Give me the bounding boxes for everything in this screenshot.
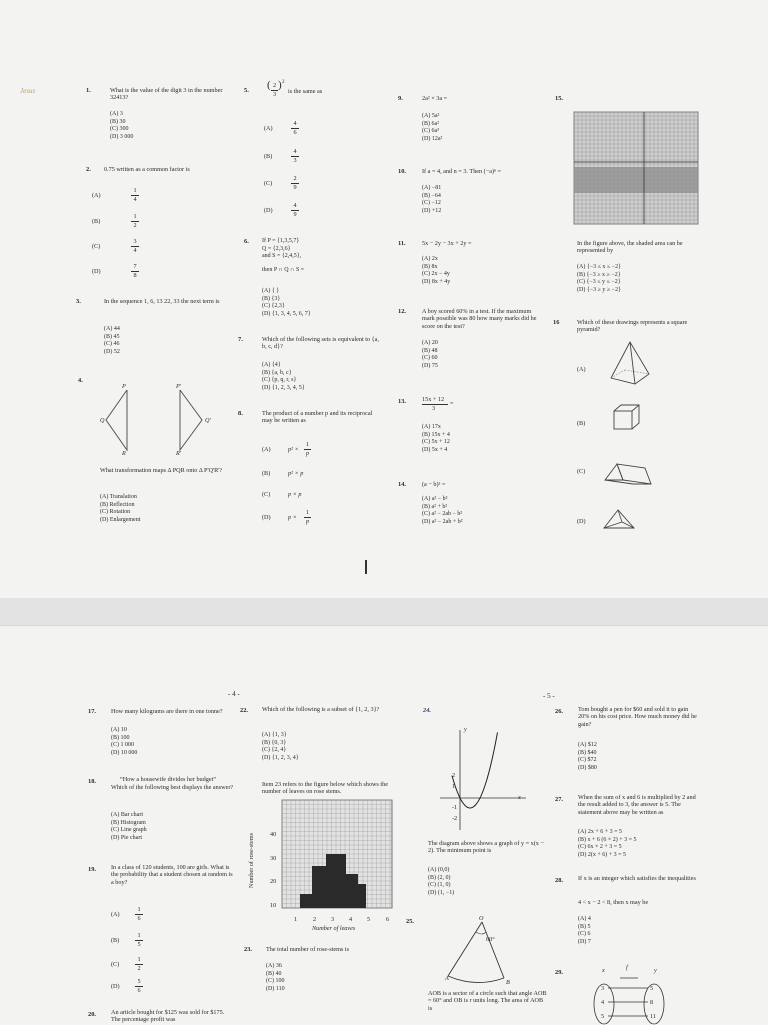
text-line: If P = {1,3,5,7} <box>262 238 300 244</box>
vertex-label: A <box>445 975 449 982</box>
fraction-numerator: 4 <box>293 202 297 209</box>
option[interactable]: (B) Reflection <box>100 501 135 508</box>
text-line: Q = {2,3,6} <box>262 245 291 252</box>
question-10-options <box>422 185 441 215</box>
option[interactable]: (A) {1, 3} <box>262 732 287 738</box>
option[interactable]: (C) 100 <box>266 978 285 985</box>
question-3-options <box>104 326 120 356</box>
option-c-label[interactable]: (C) <box>262 491 271 498</box>
option[interactable]: (C) 60 <box>422 355 438 362</box>
fraction-denominator: 6 <box>137 915 141 922</box>
page-number-5: - 5 - <box>543 692 555 700</box>
option[interactable]: (A) 44 <box>104 326 120 332</box>
question-9-number: 9. <box>398 95 403 102</box>
option-b-expression: p² × p <box>288 470 304 477</box>
option[interactable]: (B) {a, b, c} <box>262 369 292 376</box>
question-1-options <box>110 111 133 141</box>
question-1-number: 1. <box>86 87 91 94</box>
question-7-text: Which of the following sets is equivalent to {a, b, c, d}? <box>262 336 379 351</box>
option[interactable]: (D) 12a² <box>422 135 443 142</box>
question-7-options <box>262 362 305 392</box>
histogram-bar <box>358 884 366 908</box>
option[interactable]: (C) 300 <box>110 126 129 133</box>
x-tick: 3 <box>331 916 335 923</box>
question-18-number: 18. <box>88 778 96 785</box>
fraction-denominator: 2 <box>137 965 141 972</box>
option[interactable]: (D) {−3 ≥ y ≥ −2} <box>577 286 621 293</box>
axis-label-y: y <box>464 726 467 733</box>
histogram-intro: Item 23 refers to the figure below which shows the number of leaves on rose stems. <box>262 781 388 796</box>
histogram-bar <box>326 854 346 908</box>
option[interactable]: (B) 48 <box>422 347 438 354</box>
parabola-graph <box>430 726 530 834</box>
histogram-bar <box>300 894 312 908</box>
question-25-text: AOB is a sector of a circle such that angle AOB = 60° and OB is r units long. The area of AOB is <box>428 990 547 1012</box>
option-a-label[interactable]: (A) <box>92 192 101 199</box>
fraction-numerator: 3 <box>133 238 137 245</box>
option-b-label[interactable]: (B) <box>264 153 273 160</box>
exponent: 2 <box>282 80 285 85</box>
question-23-text: The total number of rose-stems is <box>266 946 349 953</box>
question-23-options <box>266 963 285 993</box>
option[interactable]: (A) 10 <box>111 727 127 733</box>
range-value: 8 <box>650 999 654 1006</box>
fraction-denominator: 2 <box>133 222 137 229</box>
fraction-numerator: 1 <box>305 441 310 448</box>
x-tick: 2 <box>313 916 317 923</box>
exam-page-bottom <box>0 625 768 1025</box>
question-1-text: What is the value of the digit 3 in the number 32413? <box>110 87 223 102</box>
option[interactable]: (C) 5x + 12 <box>422 439 450 446</box>
option[interactable]: (D) $80 <box>578 764 597 771</box>
page-gap <box>0 598 768 625</box>
question-11-options <box>422 256 450 286</box>
domain-value: 5 <box>601 1013 605 1020</box>
question-8-text: The product of a number p and its reciprocal may be written as <box>262 410 373 425</box>
option[interactable]: (B) 30 <box>110 118 126 125</box>
fraction-numerator: 1 <box>305 509 310 516</box>
option[interactable]: (B) 100 <box>111 734 130 741</box>
option[interactable]: (C) 6x × 2 + 3 = 5 <box>578 844 622 851</box>
option[interactable]: (B) Histogram <box>111 819 146 826</box>
option[interactable]: (A) (0,0) <box>428 867 450 873</box>
option[interactable]: (C) Line graph <box>111 827 147 834</box>
option[interactable]: (C) $72 <box>578 757 597 764</box>
option[interactable]: (B) a² + b² <box>422 503 448 510</box>
histogram-bar <box>346 874 358 908</box>
option[interactable]: (C) {2,3} <box>262 303 285 310</box>
question-19-number: 19. <box>88 866 96 873</box>
question-15-options <box>577 264 621 294</box>
question-28-inequality: 4 < x − 2 < 8, then x may be <box>578 899 649 906</box>
fraction-numerator: 15x + 12 <box>422 396 445 403</box>
option-b-label[interactable]: (B) <box>577 420 586 427</box>
question-18-quote: “How a housewife divides her budget” <box>120 776 217 783</box>
question-4-options <box>100 494 140 524</box>
option[interactable]: (A) 3 <box>110 111 123 117</box>
set-label-x: x <box>602 967 605 974</box>
histogram-chart <box>270 798 396 916</box>
square-pyramid-icon[interactable] <box>605 340 655 388</box>
fraction-denominator: 9 <box>293 211 297 218</box>
option[interactable]: (B) x + 6 (6 × 2) + 3 = 5 <box>578 836 637 843</box>
fraction-numerator: 1 <box>133 213 137 220</box>
question-14-options <box>422 496 463 526</box>
option-c-expression: p × p <box>288 491 302 498</box>
question-11-number: 11. <box>398 240 406 247</box>
question-18-options <box>111 812 147 842</box>
option[interactable]: (B) (2, 0) <box>428 874 451 881</box>
option-d-label[interactable]: (D) <box>577 518 586 525</box>
option-c-label[interactable]: (C) <box>92 243 101 250</box>
option-b-label[interactable]: (B) <box>262 470 271 477</box>
option-d-label[interactable]: (D) <box>262 514 271 521</box>
question-14-text: (a − b)² = <box>422 481 446 488</box>
fraction-numerator: 5 <box>137 978 141 985</box>
y-tick: 20 <box>270 878 277 885</box>
question-17-options <box>111 727 137 757</box>
option[interactable]: (D) 52 <box>104 348 120 355</box>
option[interactable]: (A) $12 <box>578 742 597 748</box>
question-10-text: If a = 4, and n = 3. Then (−a)ⁿ = <box>422 168 502 175</box>
question-24-text: The diagram above shows a graph of y = x(x − 2). The minimum point is <box>428 840 544 855</box>
option[interactable]: (B) 5 <box>578 923 591 930</box>
option[interactable]: (D) 10 000 <box>111 749 138 756</box>
question-6-number: 6. <box>244 238 249 245</box>
question-28-number: 28. <box>555 877 563 884</box>
vertex-label: Q' <box>205 417 211 424</box>
x-tick: 6 <box>386 916 390 923</box>
option[interactable]: (D) 75 <box>422 362 438 369</box>
fraction-denominator: 8 <box>133 272 137 279</box>
question-6-options <box>262 288 311 318</box>
option[interactable]: (C) 1 000 <box>111 742 134 749</box>
y-tick: 1 <box>452 783 456 790</box>
option[interactable]: (B) 40 <box>266 970 282 977</box>
option[interactable]: (D) 3 000 <box>110 133 134 140</box>
question-19-text: In a class of 120 students, 100 are girls. What is the probability that a student chosen at random is a boy? <box>111 864 233 886</box>
option[interactable]: (A) 2x + 6 + 3 = 5 <box>578 829 622 835</box>
angle-label: 60° <box>486 936 495 943</box>
fraction-denominator: 4 <box>133 196 137 203</box>
fraction-numerator: 1 <box>133 187 137 194</box>
question-27-text: When the sum of x and 6 is multiplied by 2 and the result added to 3, the answer is 5. The statement above may be written as <box>578 794 696 816</box>
option[interactable]: (A) 20 <box>422 340 438 346</box>
option[interactable]: (C) 6a³ <box>422 128 439 135</box>
question-27-number: 27. <box>555 796 563 803</box>
option[interactable]: (A) −81 <box>422 185 442 191</box>
question-27-options <box>578 829 637 859</box>
base-denominator: 3 <box>272 91 277 98</box>
option[interactable]: (A) 36 <box>266 963 282 969</box>
stray-mark <box>365 560 367 574</box>
paren-right: ) <box>278 79 282 91</box>
question-12-text: A boy scored 60% in a test. If the maximum mark possible was 80 how many marks did he score on the test? <box>422 308 537 330</box>
page-number-4: - 4 - <box>228 690 240 698</box>
question-24-number: 24. <box>423 707 431 714</box>
option[interactable]: (C) (1, 0) <box>428 882 451 889</box>
option[interactable]: (A) { } <box>262 288 280 294</box>
question-28-text: If x is an integer which satisfies the inequalities <box>578 875 696 882</box>
question-4-text: What transformation maps Δ PQR onto Δ P'Q'R'? <box>100 467 223 474</box>
fraction-numerator: 4 <box>293 148 297 155</box>
question-16-number: 16 <box>553 319 560 326</box>
histogram-bar <box>312 866 326 908</box>
base-numerator: 2 <box>272 82 277 89</box>
option[interactable]: (D) 110 <box>266 985 285 992</box>
question-28-options <box>578 916 591 946</box>
question-26-text: Tom bought a pen for $60 and sold it to gain 20% on his cost price. How much money did he gain? <box>578 706 697 728</box>
question-13-options <box>422 424 450 454</box>
histogram-y-label: Number of rose-stems <box>248 833 255 888</box>
question-26-number: 26. <box>555 708 563 715</box>
option[interactable]: (D) 7 <box>578 938 591 945</box>
option-b-label[interactable]: (B) <box>111 937 120 944</box>
vertex-label: O <box>479 915 484 922</box>
question-22-options <box>262 732 299 762</box>
option-d-label[interactable]: (D) <box>111 983 120 990</box>
y-tick: -1 <box>452 804 458 811</box>
fraction-denominator: 3 <box>293 157 297 164</box>
question-18-text: Which of the following best displays the answer? <box>111 784 234 791</box>
tetrahedron-icon[interactable] <box>602 508 638 532</box>
option[interactable]: (A) 4 <box>578 916 591 922</box>
option[interactable]: (A) {−3 ≤ x ≤ −2} <box>577 264 621 270</box>
range-value: 11 <box>650 1013 656 1020</box>
option[interactable]: (D) 8x + 4y <box>422 278 451 285</box>
option[interactable]: (B) 45 <box>104 333 120 340</box>
option[interactable]: (C) 6 <box>578 931 591 938</box>
fraction-numerator: 2 <box>293 175 297 182</box>
question-22-text: Which of the following is a subset of {1, 2, 3}? <box>262 706 380 713</box>
x-tick: 1 <box>294 916 298 923</box>
option[interactable]: (C) {−3 ≤ y ≤ −2} <box>577 279 621 286</box>
option[interactable]: (B) 8x <box>422 263 438 270</box>
question-10-number: 10. <box>398 168 406 175</box>
fraction-numerator: 7 <box>133 263 137 270</box>
question-11-text: 5x − 2y − 3x + 2y = <box>422 240 472 247</box>
histogram-x-label: Number of leaves <box>312 925 356 932</box>
fraction-denominator: 5 <box>137 941 141 948</box>
option[interactable]: (D) Enlargement <box>100 516 141 523</box>
option[interactable]: (D) Pie chart <box>111 834 142 841</box>
question-22-number: 22. <box>240 707 248 714</box>
fraction-denominator: 4 <box>133 247 137 254</box>
fraction-denominator: p <box>305 518 310 525</box>
question-4-number: 4. <box>78 377 83 384</box>
option[interactable]: (D) a² − 2ab + b² <box>422 518 463 525</box>
vertex-label: R' <box>176 450 182 457</box>
y-tick: 2 <box>452 772 456 779</box>
vertex-label: R <box>122 450 126 457</box>
vertex-label: B <box>506 979 510 986</box>
option-b-label[interactable]: (B) <box>92 218 101 225</box>
option-a-expression: p² × <box>288 446 299 453</box>
question-3-text: In the sequence 1, 6, 13 22, 33 the next term is <box>104 298 220 305</box>
option[interactable]: (A) 5a² <box>422 113 440 119</box>
fraction-denominator: p <box>305 450 310 457</box>
x-tick: 4 <box>349 916 353 923</box>
option[interactable]: (C) 46 <box>104 341 120 348</box>
fraction-numerator: 1 <box>137 956 141 963</box>
equals-sign: = <box>450 400 454 407</box>
question-14-number: 14. <box>398 481 406 488</box>
option[interactable]: (A) Bar chart <box>111 812 143 818</box>
option[interactable]: (D) {1, 3, 4, 5, 6, 7} <box>262 310 311 317</box>
question-15-number: 15. <box>555 95 563 102</box>
option-a-label[interactable]: (A) <box>262 446 271 453</box>
option[interactable]: (A) 17x <box>422 424 441 430</box>
fraction-denominator: 9 <box>293 184 297 191</box>
text-line: and S = {2,4,5}, <box>262 253 302 260</box>
triangles-diagram <box>96 380 216 460</box>
option[interactable]: (C) {2, 4} <box>262 747 287 754</box>
question-2-number: 2. <box>86 166 91 173</box>
triangular-prism-icon[interactable] <box>603 458 653 488</box>
triangle-pqr <box>106 390 127 450</box>
option[interactable]: (B) {−3 ≥ x ≥ −2} <box>577 271 621 278</box>
option-a-label[interactable]: (A) <box>111 911 120 918</box>
option-c-label[interactable]: (C) <box>577 468 586 475</box>
option[interactable]: (C) Rotation <box>100 509 131 516</box>
domain-value: 3 <box>601 985 605 992</box>
question-8-number: 8. <box>238 410 243 417</box>
question-20-text: An article bought for $125 was sold for $175. The percentage profit was <box>111 1009 225 1024</box>
option-d-label[interactable]: (D) <box>92 268 101 275</box>
question-5-text: is the same as <box>288 88 323 95</box>
option[interactable]: (B) 15x + 4 <box>422 431 450 438</box>
shaded-band <box>574 167 698 193</box>
question-5-number: 5. <box>244 87 249 94</box>
option[interactable]: (D) 5x + 4 <box>422 446 448 453</box>
question-7-number: 7. <box>238 336 243 343</box>
y-tick: -2 <box>452 815 458 822</box>
fraction-denominator: 6 <box>293 129 297 136</box>
set-label-y: y <box>654 967 657 974</box>
cube-icon[interactable] <box>612 403 642 433</box>
fraction-numerator: 4 <box>293 120 297 127</box>
question-6-text <box>262 238 304 274</box>
shaded-region-grid <box>574 112 698 224</box>
option-c-label[interactable]: (C) <box>111 961 120 968</box>
option[interactable]: (C) 2x − 4y <box>422 271 450 278</box>
parabola-curve <box>452 732 498 808</box>
option[interactable]: (A) {4} <box>262 362 281 368</box>
triangle-p-q-r-prime <box>180 390 202 450</box>
question-23-number: 23. <box>244 946 252 953</box>
x-tick: 5 <box>367 916 371 923</box>
option[interactable]: (D) {1, 2, 3, 4, 5} <box>262 384 305 391</box>
option[interactable]: (B) 6a² <box>422 120 439 127</box>
option[interactable]: (A) Translation <box>100 494 137 500</box>
question-9-text: 2a² × 3a = <box>422 95 448 102</box>
option[interactable]: (C) a² − 2ab − b² <box>422 511 463 518</box>
question-20-number: 20. <box>88 1011 96 1018</box>
question-12-number: 12. <box>398 308 406 315</box>
domain-value: 4 <box>601 999 605 1006</box>
question-29-number: 29. <box>555 969 563 976</box>
question-25-number: 25. <box>406 918 414 925</box>
option[interactable]: (A) a² − b² <box>422 496 448 502</box>
sector-diagram <box>440 916 520 986</box>
option-a-label[interactable]: (A) <box>577 366 586 373</box>
option[interactable]: (A) 2x <box>422 256 438 262</box>
option[interactable]: (D) {1, 2, 3, 4} <box>262 754 299 761</box>
vertex-label: P <box>122 383 126 390</box>
y-tick: 40 <box>270 831 277 838</box>
option-a-label[interactable]: (A) <box>264 125 273 132</box>
fraction-numerator: 1 <box>137 906 141 913</box>
option[interactable]: (C) −12 <box>422 200 441 207</box>
question-13-number: 13. <box>398 398 406 405</box>
fraction-numerator: 1 <box>137 932 141 939</box>
fraction-denominator: 3 <box>432 405 436 412</box>
question-17-text: How many kilograms are there in one tonne? <box>111 708 223 715</box>
option[interactable]: (C) {p, q, r, s} <box>262 377 297 384</box>
range-value: 5 <box>650 985 654 992</box>
question-16-text: Which of these drawings represents a square pyramid? <box>577 319 688 334</box>
question-2-text: 0.75 written as a common factor is <box>104 166 190 173</box>
option[interactable]: (B) {3} <box>262 295 281 302</box>
question-12-options <box>422 340 438 370</box>
question-17-number: 17. <box>88 708 96 715</box>
option[interactable]: (D) +12 <box>422 207 442 214</box>
option-d-label[interactable]: (D) <box>264 207 273 214</box>
option[interactable]: (D) (1, −1) <box>428 889 455 896</box>
option[interactable]: (B) −64 <box>422 192 441 199</box>
text-line: then P ∩ Q ∩ S = <box>262 266 305 273</box>
question-26-options <box>578 742 597 772</box>
fraction-denominator: 6 <box>137 987 141 994</box>
y-tick: 10 <box>270 902 277 909</box>
question-15-text: In the figure above, the shaded area can be represented by <box>577 240 683 255</box>
option[interactable]: (D) 2(x + 6) + 3 = 5 <box>578 851 626 858</box>
question-24-options <box>428 867 454 897</box>
axis-label-x: x <box>518 794 521 801</box>
function-label: f <box>626 964 628 971</box>
option-c-label[interactable]: (C) <box>264 180 273 187</box>
vertex-label: Q <box>100 417 105 424</box>
paren-left: ( <box>267 79 271 91</box>
question-9-options <box>422 113 442 143</box>
y-tick: 30 <box>270 855 277 862</box>
option[interactable]: (B) $40 <box>578 749 597 756</box>
option[interactable]: (B) {0, 3} <box>262 739 287 746</box>
vertex-label: P' <box>176 383 182 390</box>
margin-handwriting: Jesus <box>20 87 36 95</box>
question-3-number: 3. <box>76 298 81 305</box>
option-d-expression: p × <box>288 514 297 521</box>
